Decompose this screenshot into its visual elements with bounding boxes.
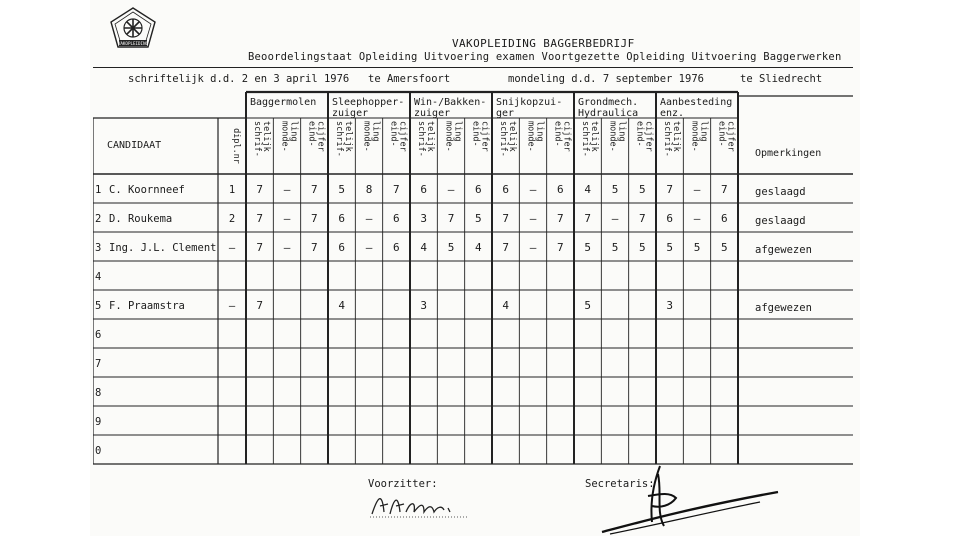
row-number: 3 [95, 242, 102, 254]
secretary-signature [600, 462, 780, 536]
dipl-number: 1 [228, 184, 236, 196]
score-cell: 5 [584, 241, 591, 254]
sub-header: monde- [361, 121, 372, 152]
sub-header: ling [452, 121, 463, 142]
sub-header: eind- [716, 121, 727, 147]
score-cell: – [529, 212, 537, 225]
score-cell: – [529, 241, 537, 254]
score-cell: 7 [256, 299, 263, 312]
dipl-header: dipl.nr [231, 128, 241, 164]
row-number: 6 [95, 329, 102, 341]
score-cell: – [283, 212, 291, 225]
sub-header: telijk [507, 121, 517, 152]
row-number: 5 [95, 300, 102, 312]
score-cell: 5 [447, 241, 455, 254]
score-cell: – [529, 183, 537, 196]
sub-header: ling [616, 121, 627, 142]
score-cell: – [693, 183, 701, 196]
score-cell: 5 [693, 241, 701, 254]
score-cell: 4 [338, 299, 345, 312]
group-header-4: ger [496, 108, 515, 119]
written-exam-place: te Amersfoort [368, 73, 451, 85]
score-cell: 5 [666, 241, 673, 254]
sub-header: ling [288, 121, 299, 142]
score-cell: 7 [311, 212, 318, 225]
score-cell: 6 [666, 212, 673, 225]
table-grid-lines [93, 92, 853, 464]
row-number: 2 [95, 213, 102, 225]
group-header-2: zuiger [332, 108, 369, 119]
chair-signature [368, 488, 478, 522]
score-cell: 7 [256, 183, 263, 196]
score-cell: 7 [311, 183, 318, 196]
sub-header: eind- [306, 121, 317, 147]
score-cell: 3 [666, 299, 673, 312]
score-cell: 5 [338, 183, 345, 196]
score-cell: 4 [502, 299, 509, 312]
score-cell: 6 [393, 212, 400, 225]
svg-text:VAKOPLEIDING: VAKOPLEIDING [117, 41, 149, 46]
score-cell: 7 [256, 241, 263, 254]
written-exam-date: schriftelijk d.d. 2 en 3 april 1976 [128, 73, 350, 85]
score-cell: 5 [721, 241, 728, 254]
score-cell: – [693, 212, 701, 225]
score-cell: 7 [557, 241, 564, 254]
sub-header: cijfer [725, 121, 736, 152]
oral-exam-date: mondeling d.d. 7 september 1976 [508, 73, 704, 85]
group-header-3: Win-/Bakken- [414, 97, 487, 108]
score-cell: 7 [311, 241, 318, 254]
group-header-6: Aanbesteding [660, 97, 733, 108]
score-cell: – [611, 212, 619, 225]
score-cell: 7 [447, 212, 455, 225]
remark-cell: afgewezen [755, 244, 812, 256]
score-cell: 5 [611, 241, 619, 254]
score-cell: 7 [256, 212, 263, 225]
dipl-number: 2 [228, 213, 236, 225]
sub-header: ling [698, 121, 709, 142]
candidate-name: F. Praamstra [109, 300, 185, 312]
score-cell: 7 [502, 241, 509, 254]
row-number: 0 [95, 445, 102, 457]
group-header-5: Hydraulica [578, 108, 639, 119]
score-cell: 4 [584, 183, 591, 196]
oral-exam-place: te Sliedrecht [740, 73, 823, 85]
row-number: 4 [95, 271, 102, 283]
sub-header: telijk [261, 121, 271, 152]
score-cell: 7 [584, 212, 591, 225]
top-rule [93, 67, 853, 68]
row-number: 7 [95, 358, 102, 370]
remark-cell: geslaagd [755, 215, 806, 227]
score-cell: 6 [502, 183, 509, 196]
group-header-4: Snijkopzui- [496, 97, 563, 108]
score-cell: 6 [338, 212, 345, 225]
group-header-2: Sleephopper- [332, 97, 405, 108]
row-number: 8 [95, 387, 102, 399]
remark-cell: afgewezen [755, 302, 812, 314]
score-cell: 6 [557, 183, 564, 196]
score-cell: 6 [475, 183, 482, 196]
sub-header: monde- [689, 121, 700, 152]
table-text [95, 97, 821, 457]
candidate-name: Ing. J.L. Clement [109, 242, 217, 254]
sub-header: schrif- [252, 121, 262, 157]
group-header-6: enz. [660, 108, 685, 119]
sub-header: cijfer [397, 121, 408, 152]
sub-header: cijfer [315, 121, 326, 152]
score-cell: 3 [420, 212, 427, 225]
score-cell: 6 [420, 183, 427, 196]
score-cell: 7 [393, 183, 400, 196]
candidate-name: D. Roukema [109, 213, 173, 225]
score-cell: 5 [639, 183, 646, 196]
score-cell: – [365, 241, 373, 254]
score-cell: – [365, 212, 373, 225]
sub-header: ling [534, 121, 545, 142]
score-cell: 7 [502, 212, 509, 225]
score-cell: 7 [666, 183, 673, 196]
score-cell: – [283, 183, 291, 196]
sub-header: monde- [525, 121, 536, 152]
score-cell: 7 [721, 183, 728, 196]
score-cell: 7 [639, 212, 646, 225]
sub-header: schrif- [416, 121, 426, 157]
sub-header: eind- [634, 121, 645, 147]
sub-header: telijk [425, 121, 435, 152]
sub-header: telijk [671, 121, 681, 152]
group-header-3: zuiger [414, 108, 451, 119]
row-number: 9 [95, 416, 102, 428]
score-cell: 4 [420, 241, 427, 254]
score-cell: 5 [475, 212, 482, 225]
remark-cell: geslaagd [755, 186, 806, 198]
score-cell: 7 [557, 212, 564, 225]
chair-label: Voorzitter: [368, 478, 438, 490]
score-cell: 5 [584, 299, 591, 312]
sub-header: eind- [388, 121, 399, 147]
candidate-name: C. Koornneef [109, 184, 185, 196]
score-cell: – [447, 183, 455, 196]
score-cell: 5 [639, 241, 646, 254]
score-cell: 3 [420, 299, 427, 312]
row-number: 1 [95, 184, 102, 196]
sub-header: monde- [279, 121, 290, 152]
sub-header: monde- [443, 121, 454, 152]
score-cell: 6 [393, 241, 400, 254]
score-cell: 8 [365, 183, 373, 196]
sub-header: eind- [470, 121, 481, 147]
sub-header: telijk [589, 121, 599, 152]
dipl-number: – [228, 300, 236, 312]
document-subtitle: Beoordelingstaat Opleiding Uitvoering examen Voortgezette Opleiding Uitvoering Baggerwerken [248, 51, 842, 63]
sub-header: schrif- [498, 121, 508, 157]
remarks-header: Opmerkingen [755, 148, 822, 159]
score-cell: 6 [338, 241, 345, 254]
group-header-1: Baggermolen [250, 97, 317, 108]
sub-header: cijfer [561, 121, 572, 152]
sub-header: cijfer [643, 121, 654, 152]
candidate-header: CANDIDAAT [107, 140, 162, 151]
sub-header: cijfer [479, 121, 490, 152]
sub-header: monde- [607, 121, 618, 152]
score-cell: 4 [475, 241, 482, 254]
sub-header: schrif- [662, 121, 672, 157]
score-cell: 6 [721, 212, 728, 225]
secretary-label: Secretaris: [585, 478, 655, 490]
grades-table [93, 88, 853, 468]
sub-header: schrif- [580, 121, 590, 157]
sub-header: ling [370, 121, 381, 142]
score-cell: – [283, 241, 291, 254]
group-header-5: Grondmech. [578, 97, 639, 108]
dipl-number: – [228, 242, 236, 254]
sub-header: schrif- [334, 121, 344, 157]
score-cell: 5 [611, 183, 619, 196]
sub-header: eind- [552, 121, 563, 147]
vakopleiding-logo [108, 6, 158, 50]
document-title: VAKOPLEIDING BAGGERBEDRIJF [452, 37, 635, 50]
sub-header: telijk [343, 121, 353, 152]
